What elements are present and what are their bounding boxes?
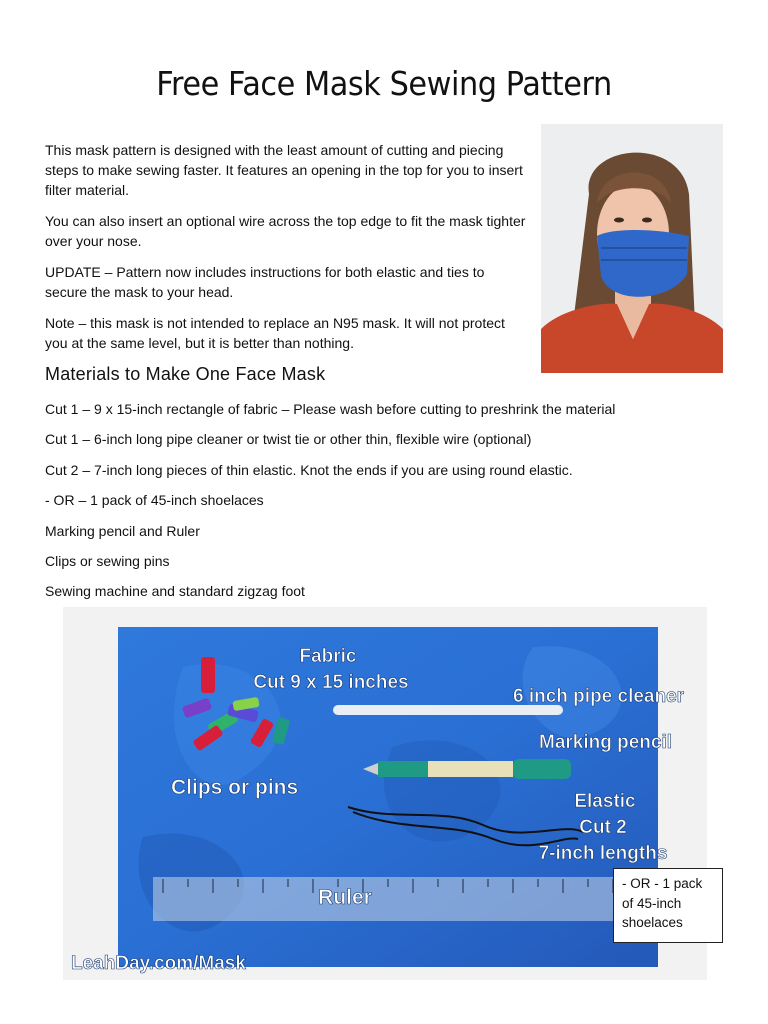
list-item: Cut 1 – 6-inch long pipe cleaner or twist tie or other thin, flexible wire (optional) — [45, 431, 532, 448]
list-item: Cut 2 – 7-inch long pieces of thin elastic. Knot the ends if you are using round elastic. — [45, 461, 573, 478]
label-fabric-size: Cut 9 x 15 inches — [253, 672, 409, 693]
watermark-text: LeahDay.com/Mask — [71, 953, 246, 974]
intro-paragraph: Note – this mask is not intended to replace an N95 mask. It will not protect you at the same level, but it is better than nothing. — [45, 315, 505, 351]
materials-list — [45, 399, 745, 612]
label-elastic-length: 7-inch lengths — [538, 843, 668, 864]
list-item: - OR – 1 pack of 45-inch shoelaces — [45, 492, 264, 509]
shoelaces-callout — [613, 868, 723, 943]
label-marking-pencil: Marking pencil — [539, 732, 673, 753]
page-title: Free Face Mask Sewing Pattern — [156, 64, 612, 103]
ruler — [153, 877, 623, 921]
intro-paragraph: UPDATE – Pattern now includes instructions for both elastic and ties to secure the mask to your head. — [45, 264, 485, 300]
label-clips: Clips or pins — [171, 776, 299, 799]
list-item: Clips or sewing pins — [45, 552, 170, 569]
callout-line: - OR - 1 pack — [622, 876, 703, 891]
list-item: Sewing machine and standard zigzag foot — [45, 583, 305, 600]
callout-line: shoelaces — [622, 915, 683, 930]
label-elastic: Elastic — [574, 791, 636, 812]
woman-wearing-mask-photo — [541, 124, 723, 373]
label-ruler: Ruler — [318, 886, 372, 909]
label-pipe-cleaner: 6 inch pipe cleaner — [513, 686, 685, 707]
callout-line: of 45-inch — [622, 895, 682, 911]
intro-paragraph: This mask pattern is designed with the least amount of cutting and piecing steps to make sewing faster. It features an opening in the top for you to insert filter material. — [45, 142, 523, 198]
mask-photo-illustration — [541, 124, 723, 373]
label-elastic-count: Cut 2 — [579, 817, 627, 838]
marking-pencil — [363, 759, 571, 779]
intro-text — [45, 140, 530, 364]
label-fabric: Fabric — [299, 646, 357, 667]
materials-photo — [63, 607, 707, 980]
materials-heading: Materials to Make One Face Mask — [45, 364, 326, 384]
materials-photo-illustration — [63, 607, 707, 980]
list-item: Cut 1 – 9 x 15-inch rectangle of fabric – Please wash before cutting to preshrink the material — [45, 401, 616, 417]
intro-paragraph: You can also insert an optional wire across the top edge to fit the mask tighter over your nose. — [45, 213, 526, 249]
list-item: Marking pencil and Ruler — [45, 522, 200, 539]
